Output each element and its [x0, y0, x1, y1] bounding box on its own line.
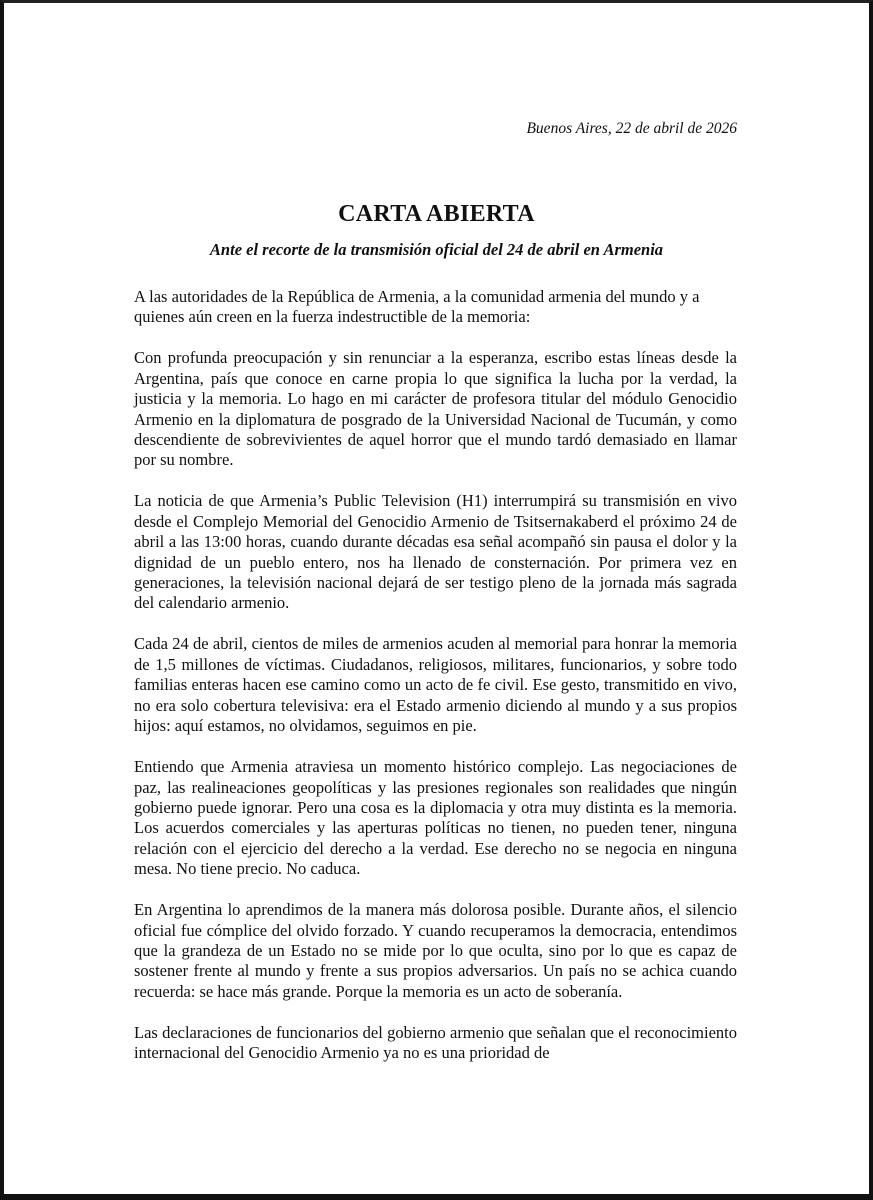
letter-body [134, 287, 737, 1084]
body-paragraph: Con profunda preocupación y sin renunciar a la esperanza, escribo estas líneas desde la Argentina, país que conoce en carne propia lo que significa la lucha por la verdad, la justicia y la memoria. Lo hago en mi carácter de profesora titular del módulo Genocidio Armenio en la diplomatura de posgrado de la Universidad Nacional de Tucumán, y como descendiente de sobrevivientes de aquel horror que el mundo tardó demasiado en llamar por su nombre. [134, 348, 737, 470]
salutation-paragraph: A las autoridades de la República de Armenia, a la comunidad armenia del mundo y a quienes aún creen en la fuerza indestructible de la memoria: [134, 287, 700, 327]
body-paragraph: Las declaraciones de funcionarios del gobierno armenio que señalan que el reconocimiento internacional del Genocidio Armenio ya no es una prioridad de [134, 1022, 737, 1063]
body-paragraph: En Argentina lo aprendimos de la manera más dolorosa posible. Durante años, el silencio oficial fue cómplice del olvido forzado. Y cuando recuperamos la democracia, entendimos que la grandeza de un Estado no se mide por lo que oculta, sino por lo que es capaz de sostener frente al mundo y frente a sus propios adversarios. Un país no se achica cuando recuerda: se hace más grande. Porque la memoria es un acto de soberanía. [134, 900, 737, 1001]
body-paragraph: Entiendo que Armenia atraviesa un momento histórico complejo. Las negociaciones de paz, las realineaciones geopolíticas y las presiones regionales son realidades que ningún gobierno puede ignorar. Pero una cosa es la diplomacia y otra muy distinta es la memoria. Los acuerdos comerciales y las aperturas políticas no tienen, no pueden tener, ninguna relación con el ejercicio del derecho a la verdad. Ese derecho no se negocia en ninguna mesa. No tiene precio. No caduca. [134, 757, 737, 879]
dateline: Buenos Aires, 22 de abril de 2026 [526, 120, 737, 137]
body-paragraph: La noticia de que Armenia’s Public Television (H1) interrumpirá su transmisión en vivo desde el Complejo Memorial del Genocidio Armenio de Tsitsernakaberd el próximo 24 de abril a las 13:00 horas, cuando durante décadas esa señal acompañó sin pausa el dolor y la dignidad de un pueblo entero, nos ha llenado de consternación. Por primera vez en generaciones, la televisión nacional dejará de ser testigo pleno de la jornada más sagrada del calendario armenio. [134, 491, 737, 613]
letter-title: CARTA ABIERTA [338, 201, 535, 227]
letter-subtitle: Ante el recorte de la transmisión oficial del 24 de abril en Armenia [209, 240, 664, 259]
body-paragraph: Cada 24 de abril, cientos de miles de armenios acuden al memorial para honrar la memoria de 1,5 millones de víctimas. Ciudadanos, religiosos, militares, funcionarios, y sobre todo familias enteras hacen ese camino como un acto de fe civil. Ese gesto, transmitido en vivo, no era solo cobertura televisiva: era el Estado armenio diciendo al mundo y a sus propios hijos: aquí estamos, no olvidamos, seguimos en pie. [134, 634, 737, 736]
